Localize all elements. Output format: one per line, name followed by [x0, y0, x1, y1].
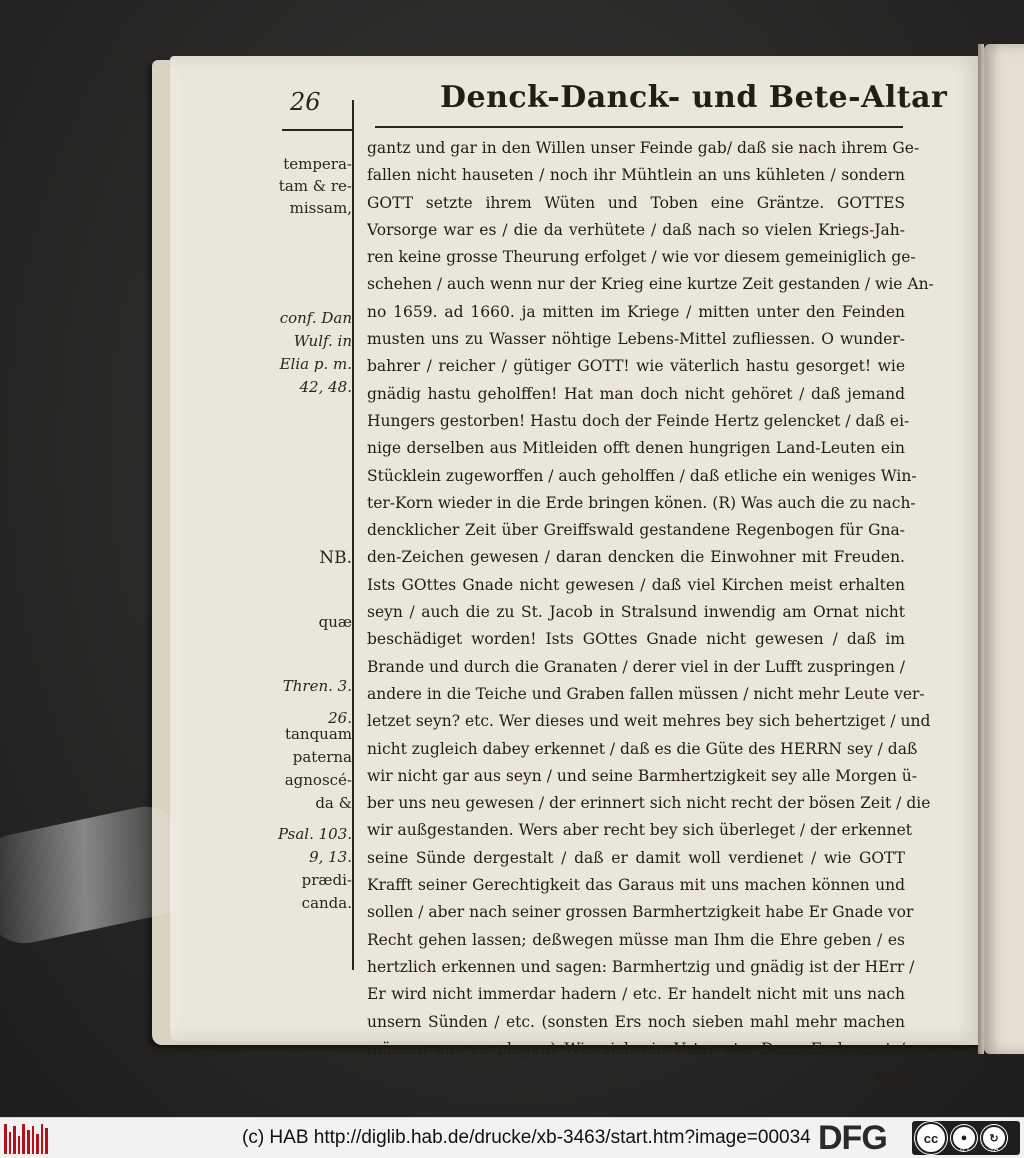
text-line: GOTT setzte ihrem Wüten und Toben eine Gräntze. GOTTES: [367, 193, 905, 212]
cc-labels: [960, 1146, 1014, 1153]
margin-note: missam,: [289, 199, 352, 217]
text-line: Stücklein zugeworffen / auch geholffen / daß etliche ein weniges Win-: [367, 466, 917, 485]
by-label: BY: [960, 1146, 972, 1153]
margin-note: tempera-: [283, 155, 352, 173]
text-line: Hungers gestorben! Hastu doch der Feinde Hertz gelencket / daß ei-: [367, 411, 910, 430]
text-line: gantz und gar in den Willen unser Feinde gab/ daß sie nach ihrem Ge-: [367, 139, 920, 157]
cc-icon: cc: [915, 1122, 947, 1154]
text-line: nicht zugleich dabey erkennet / daß es die Güte des HERRN sey / daß: [367, 739, 918, 758]
text-line: ren keine grosse Theurung erfolget / wie vor diesem gemeiniglich ge-: [367, 248, 916, 267]
text-line: wir nicht gar aus seyn / und seine Barmhertzigkeit sey alle Morgen ü-: [367, 766, 918, 785]
text-line: letzet seyn? etc. Wer dieses und weit mehres bey sich behertziget / und: [367, 712, 931, 731]
text-line: no 1659. ad 1660. ja mitten im Kriege / mitten unter den Feinden: [367, 302, 905, 321]
dfg-logo: DFG: [818, 1119, 887, 1157]
body-text: [367, 135, 934, 1090]
text-line: schehen / auch wenn nur der Krieg eine kurtze Zeit gestanden / wie An-: [367, 275, 934, 294]
text-line: seyn / auch die zu St. Jacob in Stralsund inwendig am Ornat nicht: [367, 603, 905, 622]
text-line: Recht gehen lassen; deßwegen müsse man Ihm die Ehre geben / es: [367, 930, 905, 949]
text-line: wir außgestanden. Wers aber recht bey sich überleget / der erkennet: [367, 821, 913, 840]
by-icon: ●: [951, 1125, 977, 1151]
margin-note: 42, 48.: [299, 378, 352, 396]
text-line: hertzlich erkennen und sagen: Barmhertzig und gnädig ist der HErr /: [367, 957, 915, 976]
margin-note: conf. Dan: [279, 309, 352, 327]
text-line: Brande und durch die Granaten / derer viel in der Lufft zuspringen /: [367, 657, 905, 676]
header-rule-left: [282, 129, 352, 131]
text-line: nige derselben aus Mitleiden offt denen hungrigen Land-Leuten ein: [367, 439, 905, 458]
sa-label: SA: [988, 1146, 1000, 1153]
text-line: unsern Sünden / etc. (sonsten Ers noch sieben mahl mehr machen: [367, 1012, 905, 1031]
margin-note: tam & re-: [278, 177, 352, 195]
margin-note: canda.: [301, 894, 352, 912]
margin-note: tanquam: [284, 725, 352, 743]
page-number: 26: [290, 88, 321, 116]
text-line: sollen / aber nach seiner grossen Barmhertzigkeit habe Er Gnade vor: [367, 903, 914, 922]
text-line: Krafft seiner Gerechtigkeit das Garaus mit uns machen können und: [367, 876, 905, 895]
text-line: seine Sünde dergestalt / daß er damit woll verdienet / wie GOTT: [367, 848, 905, 867]
hab-logo-icon: [4, 1122, 48, 1154]
catchword: was: [874, 1067, 905, 1086]
margin-note: Wulf. in: [293, 332, 352, 350]
viewer-footer: [0, 1117, 1024, 1158]
margin-rule: [352, 100, 354, 970]
margin-note: da &: [315, 794, 352, 812]
text-line: beschädiget worden! Ists GOttes Gnade nicht gewesen / daß im: [367, 630, 905, 649]
text-line: gnädig hastu geholffen! Hat man doch nicht gehöret / daß jemand: [367, 384, 905, 403]
text-line: andere in die Teiche und Graben fallen müssen / nicht mehr Leute ver-: [367, 684, 925, 703]
text-line: müssen uns zu plagen) Wie sich ein Vater etc. Denn Er kennet /: [367, 1039, 905, 1058]
header-rule-right: [375, 126, 903, 128]
margin-note: agnoscé-: [284, 771, 352, 789]
source-link[interactable]: (c) HAB http://diglib.hab.de/drucke/xb-3463/start.htm?image=00034: [242, 1127, 811, 1148]
text-line: fallen nicht hauseten / noch ihr Mühtlein an uns kühleten / sondern: [367, 166, 905, 185]
margin-note: Psal. 103.: [277, 825, 352, 843]
facing-page-fragment: [984, 44, 1024, 1054]
text-line: Er wird nicht immerdar hadern / etc. Er handelt nicht mit uns nach: [367, 985, 905, 1004]
text-line: bahrer / reicher / gütiger GOTT! wie väterlich hastu gesorget! wie: [367, 357, 905, 376]
text-line: dencklicher Zeit über Greiffswald gestandene Regenbogen für Gna-: [367, 521, 905, 540]
text-line: Vorsorge war es / die da verhütete / daß nach so vielen Kriegs-Jah-: [367, 220, 905, 239]
margin-note: quæ: [318, 613, 352, 631]
margin-note: Elia p. m.: [279, 355, 352, 373]
text-line: Ists GOttes Gnade nicht gewesen / daß viel Kirchen meist erhalten: [367, 575, 905, 594]
text-line: ter-Korn wieder in die Erde bringen könen. (R) Was auch die zu nach-: [367, 493, 916, 512]
margin-note: Thren. 3.: [282, 677, 352, 695]
running-head: Denck-Danck- und Bete-Altar: [440, 80, 948, 115]
margin-note: paterna: [292, 748, 352, 766]
text-line: ber uns neu gewesen / der erinnert sich nicht recht der bösen Zeit / die: [367, 794, 931, 813]
text-line: musten uns zu Wasser nöhtige Lebens-Mittel zufliessen. O wunder-: [367, 330, 905, 349]
text-line: den-Zeichen gewesen / daran dencken die Einwohner mit Freuden.: [367, 548, 905, 567]
margin-note: NB.: [319, 548, 352, 568]
margin-note: prædi-: [301, 871, 352, 889]
margin-note: 9, 13.: [309, 848, 352, 866]
sa-icon: ↻: [981, 1125, 1007, 1151]
margin-note: 26.: [328, 709, 352, 727]
